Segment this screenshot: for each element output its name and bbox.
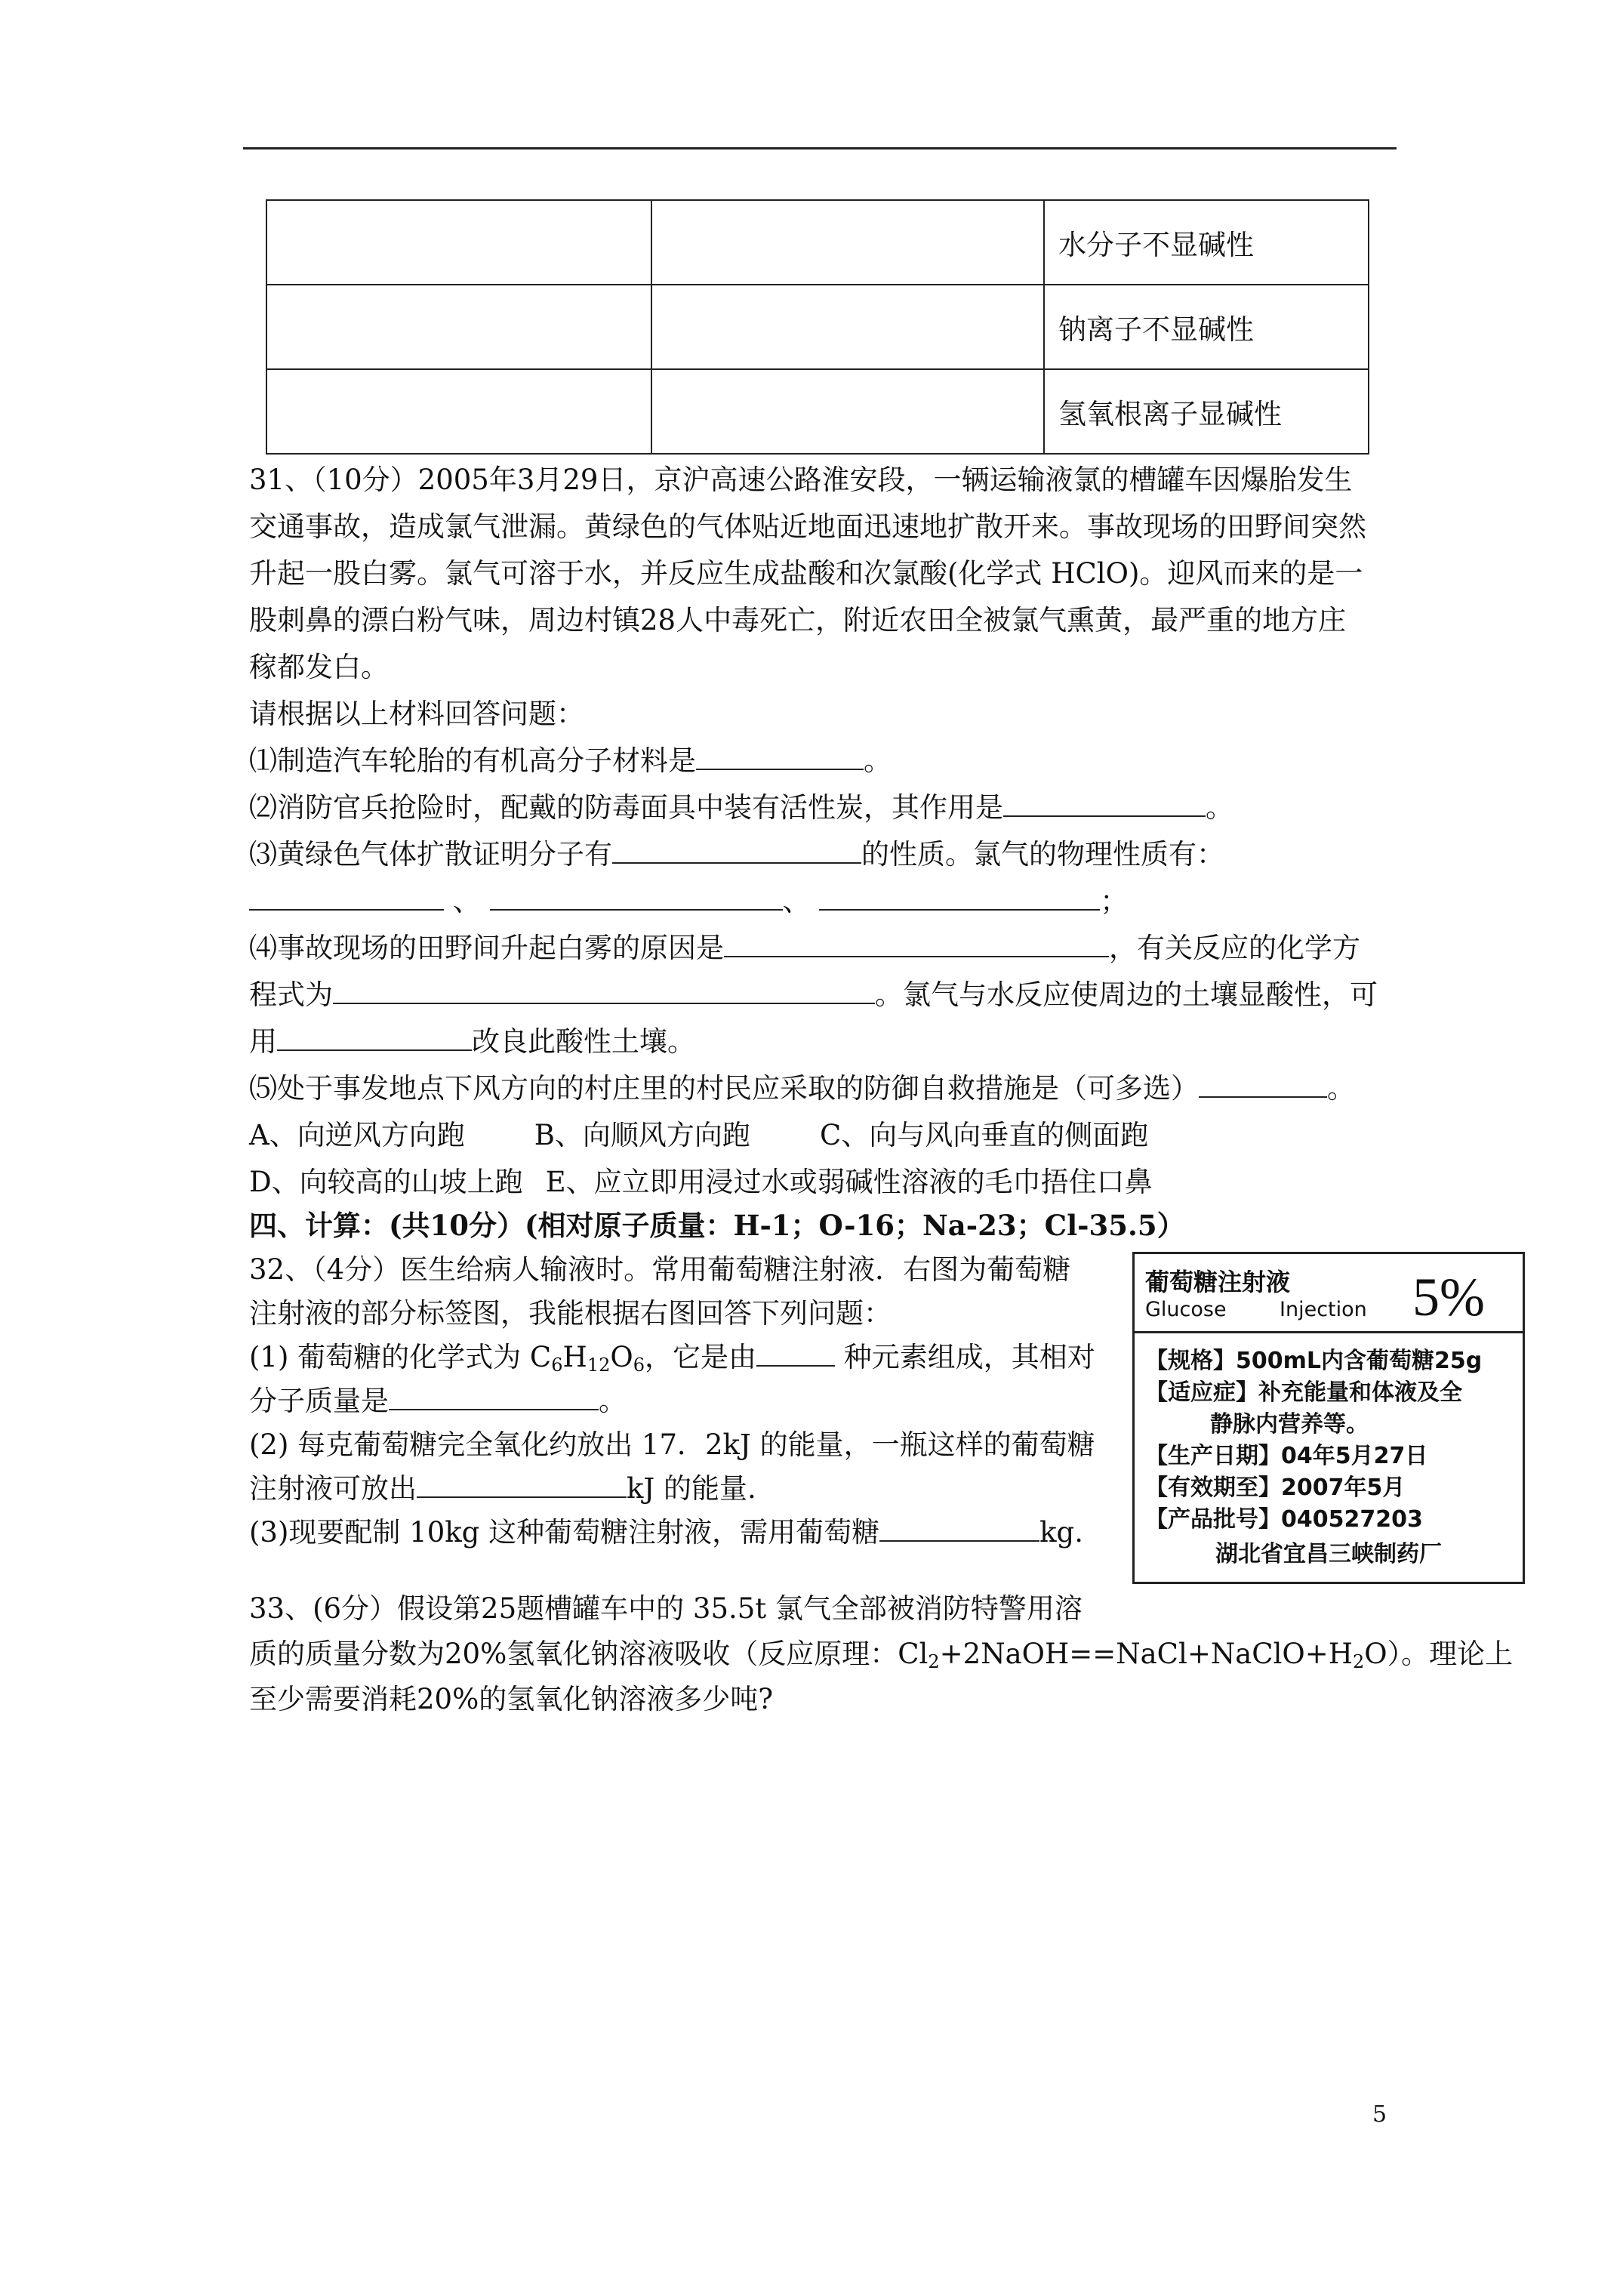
- q31-options-row2: [249, 1159, 1153, 1206]
- subscript: 2: [928, 1651, 940, 1672]
- question-text: 注射液可放出: [249, 1472, 417, 1505]
- question-text: 用: [249, 1025, 277, 1058]
- q31-sub5: [249, 1065, 1355, 1112]
- answer-blank[interactable]: [724, 929, 1109, 957]
- label-title: 葡萄糖注射液: [1145, 1268, 1291, 1296]
- subscript: 12: [587, 1354, 611, 1376]
- option-d: D、向较高的山坡上跑: [249, 1166, 523, 1198]
- answer-blank[interactable]: [490, 882, 783, 911]
- label-concentration: 5%: [1412, 1267, 1485, 1327]
- separator: 、: [782, 885, 811, 917]
- answer-blank[interactable]: [333, 975, 875, 1004]
- answer-blank[interactable]: [879, 1513, 1039, 1542]
- question-text: O: [610, 1341, 633, 1373]
- question-text: H: [562, 1341, 587, 1373]
- q33-line: 至少需要消耗20%的氢氧化钠溶液多少吨?: [249, 1683, 774, 1715]
- table-row: [266, 200, 1369, 285]
- table-cell: [266, 200, 651, 285]
- answer-blank[interactable]: [1003, 788, 1206, 817]
- q31-sub4-equation: [249, 972, 1378, 1019]
- question-text: ⑷事故现场的田野间升起白雾的原因是: [249, 932, 724, 964]
- question-text: 种元素组成，其相对: [834, 1341, 1095, 1373]
- answer-blank[interactable]: [417, 1469, 627, 1498]
- q32-sub1-cont: [249, 1378, 627, 1425]
- table-row: [266, 369, 1369, 454]
- option-b: B、向顺风方向跑: [534, 1119, 750, 1151]
- q32-sub2: (2) 每克葡萄糖完全氧化约放出 17．2kJ 的能量，一瓶这样的葡萄糖: [249, 1428, 1095, 1461]
- question-text: 。氯气与水反应使周边的土壤显酸性，可: [875, 978, 1378, 1011]
- q32-sub3: [249, 1509, 1083, 1556]
- answer-blank[interactable]: [249, 882, 444, 911]
- separator: 、: [452, 885, 481, 917]
- question-text: 程式为: [249, 978, 333, 1011]
- table-cell: [651, 285, 1044, 369]
- answer-blank[interactable]: [819, 882, 1100, 911]
- q31-paragraph-line: 31、（10分）2005年3月29日，京沪高速公路淮安段，一辆运输液氯的槽罐车因爆胎发生: [249, 464, 1353, 496]
- page-number: 5: [1372, 2101, 1387, 2128]
- question-text: 的性质。氯气的物理性质有：: [861, 838, 1224, 871]
- question-text: (3)现要配制 10kg 这种葡萄糖注射液，需用葡萄糖: [249, 1516, 880, 1549]
- question-text: O）。理论上: [1364, 1638, 1514, 1670]
- q31-paragraph-line: 稼都发白。: [249, 651, 389, 683]
- glucose-injection-label: [1132, 1252, 1525, 1584]
- q32-line: 32、（4分）医生给病人输液时。常用葡萄糖注射液．右图为葡萄糖: [249, 1253, 1071, 1286]
- q31-sub3: [249, 831, 1224, 878]
- label-production-date: 【生产日期】04年5月27日: [1145, 1443, 1428, 1469]
- question-text: +2NaOH==NaCl+NaClO+H: [939, 1638, 1354, 1670]
- q31-paragraph-line: 升起一股白雾。氯气可溶于水，并反应生成盐酸和次氯酸(化学式 HClO)。迎风而来的是一: [249, 557, 1363, 590]
- answer-blank[interactable]: [389, 1382, 599, 1410]
- question-text: ，它是由: [644, 1341, 756, 1373]
- q33-line: 33、(6分）假设第25题槽罐车中的 35.5t 氯气全部被消防特警用溶: [249, 1592, 1083, 1625]
- question-text: ⑸处于事发地点下风方向的村庄里的村民应采取的防御自救措施是（可多选）: [249, 1072, 1199, 1105]
- q31-paragraph-line: 交通事故，造成氯气泄漏。黄绿色的气体贴近地面迅速地扩散开来。事故现场的田野间突然: [249, 510, 1366, 543]
- q31-sub4: [249, 925, 1360, 972]
- question-text: 分子质量是: [249, 1385, 389, 1417]
- label-indication: 【适应症】补充能量和体液及全: [1145, 1379, 1462, 1406]
- q31-options-row1: [249, 1112, 1148, 1159]
- separator: ；: [1100, 885, 1129, 917]
- question-text: 。: [864, 744, 892, 777]
- table-cell: [651, 369, 1044, 454]
- answer-blank[interactable]: [756, 1338, 835, 1367]
- label-english-2: Injection: [1280, 1298, 1367, 1321]
- question-text: 。: [1327, 1072, 1355, 1105]
- answer-blank[interactable]: [696, 741, 864, 770]
- observation-table: [266, 199, 1369, 455]
- subscript: 2: [1353, 1651, 1365, 1672]
- table-cell: [266, 285, 651, 369]
- option-c: C、向与风向垂直的侧面跑: [819, 1119, 1149, 1151]
- label-english-1: Glucose: [1145, 1298, 1227, 1321]
- label-manufacturer: 湖北省宜昌三峡制药厂: [1215, 1541, 1442, 1567]
- label-expiry: 【有效期至】2007年5月: [1145, 1475, 1406, 1501]
- q31-sub1: [249, 738, 892, 784]
- table-cell: 水分子不显碱性: [1044, 200, 1369, 285]
- label-batch: 【产品批号】040527203: [1145, 1506, 1423, 1533]
- table-cell: [266, 369, 651, 454]
- label-divider: [1135, 1331, 1523, 1333]
- label-indication-cont: 静脉内营养等。: [1210, 1411, 1369, 1438]
- table-row: [266, 285, 1369, 369]
- question-text: ⑴制造汽车轮胎的有机高分子材料是: [249, 744, 696, 777]
- option-a: A、向逆风方向跑: [249, 1119, 465, 1151]
- question-text: ，有关反应的化学方: [1109, 932, 1360, 964]
- question-text: kg.: [1039, 1516, 1083, 1549]
- option-e: E、应立即用浸过水或弱碱性溶液的毛巾捂住口鼻: [545, 1166, 1153, 1198]
- label-spec: 【规格】500mL内含葡萄糖25g: [1145, 1348, 1483, 1374]
- answer-blank[interactable]: [1199, 1069, 1327, 1098]
- q31-paragraph-line: 股刺鼻的漂白粉气味，周边村镇28人中毒死亡，附近农田全被氯气熏黄，最严重的地方庄: [249, 604, 1347, 636]
- q32-line: 注射液的部分标签图，我能根据右图回答下列问题：: [249, 1297, 892, 1330]
- question-text: kJ 的能量.: [627, 1472, 756, 1505]
- question-text: 。: [599, 1385, 627, 1417]
- q31-sub2: [249, 784, 1233, 831]
- q31-sub4-end: [249, 1019, 695, 1065]
- table-cell: 钠离子不显碱性: [1044, 285, 1369, 369]
- q31-intro: 请根据以上材料回答问题：: [249, 698, 584, 730]
- q31-sub3-blanks: [249, 878, 1128, 925]
- question-text: ⑶黄绿色气体扩散证明分子有: [249, 838, 612, 871]
- question-text: ⑵消防官兵抢险时，配戴的防毒面具中装有活性炭，其作用是: [249, 791, 1003, 824]
- question-text: (1) 葡萄糖的化学式为 C: [249, 1341, 552, 1373]
- answer-blank[interactable]: [612, 835, 861, 864]
- question-text: 质的质量分数为20%氢氧化钠溶液吸收（反应原理：Cl: [249, 1638, 929, 1670]
- table-cell: 氢氧根离子显碱性: [1044, 369, 1369, 454]
- subscript: 6: [551, 1354, 563, 1376]
- question-text: 改良此酸性土壤。: [472, 1025, 695, 1058]
- section-4-heading: 四、计算：(共10分）(相对原子质量：H-1；O-16；Na-23；Cl-35.5）: [249, 1209, 1185, 1242]
- header-rule: [243, 147, 1397, 149]
- table-cell: [651, 200, 1044, 285]
- subscript: 6: [633, 1354, 645, 1376]
- q32-sub2-cont: [249, 1465, 756, 1512]
- question-text: 。: [1206, 791, 1233, 824]
- answer-blank[interactable]: [277, 1022, 472, 1051]
